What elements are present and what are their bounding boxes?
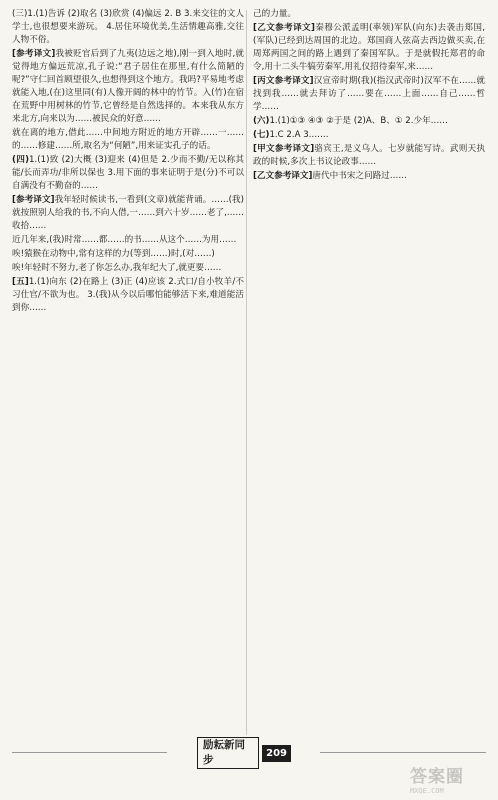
answer-paragraph: 己的力量。 — [253, 9, 296, 19]
answer-paragraph: (四)1.(1)致 (2)大概 (3)迎来 (4)但是 2.少而不勤/无以称其能/长而弄功/非所以保也 3.用下面的事来证明于是(分)不可以自满没有不勤奋的…… — [12, 155, 244, 191]
brand-logo — [197, 739, 291, 766]
answer-paragraph: (三)1.(1)告诉 (2)取名 (3)欣赏 (4)偏远 2. B 3.来交往的文人学士,也很想要来游玩。 4.居住环境优美,生活情趣高雅,交往人物不俗。 — [12, 9, 244, 45]
page-footer — [0, 739, 498, 766]
brand-name: 励耘新同步 — [197, 737, 259, 769]
answer-paragraph: (六)1.(1)①③ ④③ ②于是 (2)A、B、① 2.少年…… — [253, 116, 448, 126]
answer-paragraph: (七)1.C 2.A 3.…… — [253, 130, 329, 140]
answer-paragraph: 近几年来,(我)时常……都……的书……从这个……为用…… — [12, 235, 237, 245]
answer-paragraph: [五]1.(1)向东 (2)在路上 (3)正 (4)应该 2.式口/自小牧羊/不习仕官/不欲为也。 3.(我)从今以后哪怕能够活下来,难道能活到你…… — [12, 277, 244, 313]
page-number: 209 — [262, 745, 291, 762]
watermark — [410, 762, 492, 798]
answer-paragraph: [乙文参考译文]秦穆公派孟明(率领)军队(向东)去袭击郑国,(军队)已经到达周国的北边。郑国商人弦高去西边做买卖,在周郑两国之间的路上遇到了秦国军队。于是就假托郑君的命令,用十二头牛犒劳秦军,用礼仪招待秦军,来…… — [253, 23, 485, 72]
answer-paragraph: [参考译文]我年轻时候读书,一看到(文章)就能背诵。……(我)就按照别人给我的书,不向人借,一……到六十岁……老了,……收拾…… — [12, 195, 244, 231]
answer-paragraph: [参考译文]我被贬官后到了九夷(边远之地),刚一到入地时,就觉得地方偏远荒凉,孔子说:“君子居住在那里,有什么简陋的呢?”守仁回首顾望很久,也想得到这个地方。我吗?平易地考虑就能入地,(在)这里同(有)人像开阔的林中的竹节。入(竹)在宿在荒野中用树林的竹节,它曾经是自然选择的。本来我从东方来北方,向来以为……被民众的好意…… — [12, 49, 245, 124]
column-divider — [246, 10, 247, 735]
watermark-url: MXQE.COM — [410, 787, 444, 795]
watermark-text: 答案圈 — [410, 767, 464, 787]
answer-column-left — [12, 8, 244, 316]
answer-column-right — [253, 8, 485, 184]
footer-rule-left — [12, 752, 167, 753]
answer-paragraph: [丙文参考译文]汉宣帝时期(我)(指汉武帝时)汉军不在……就找到我……就去拜访了……要在……上面……自己……哲学…… — [253, 76, 485, 112]
footer-rule-right — [320, 752, 486, 753]
answer-paragraph: 就在离的地方,借此……中间地方附近的地方开辟……一……的……修建……所,取名为“何陋”,用来证实孔子的话。 — [12, 128, 244, 151]
answer-paragraph: 唉!年轻时不努力,老了你怎么办,我年纪大了,就更要…… — [12, 263, 222, 273]
answer-paragraph: 唉!猿猴在动物中,常有这样的力(等到……)时,(对……) — [12, 249, 215, 259]
answer-paragraph: [乙文参考译文]唐代中书宋之问路过…… — [253, 171, 407, 181]
answer-paragraph: [甲文参考译文]骆宾王,是义乌人。七岁就能写诗。武则天执政的时候,多次上书议论政事…… — [253, 144, 486, 167]
